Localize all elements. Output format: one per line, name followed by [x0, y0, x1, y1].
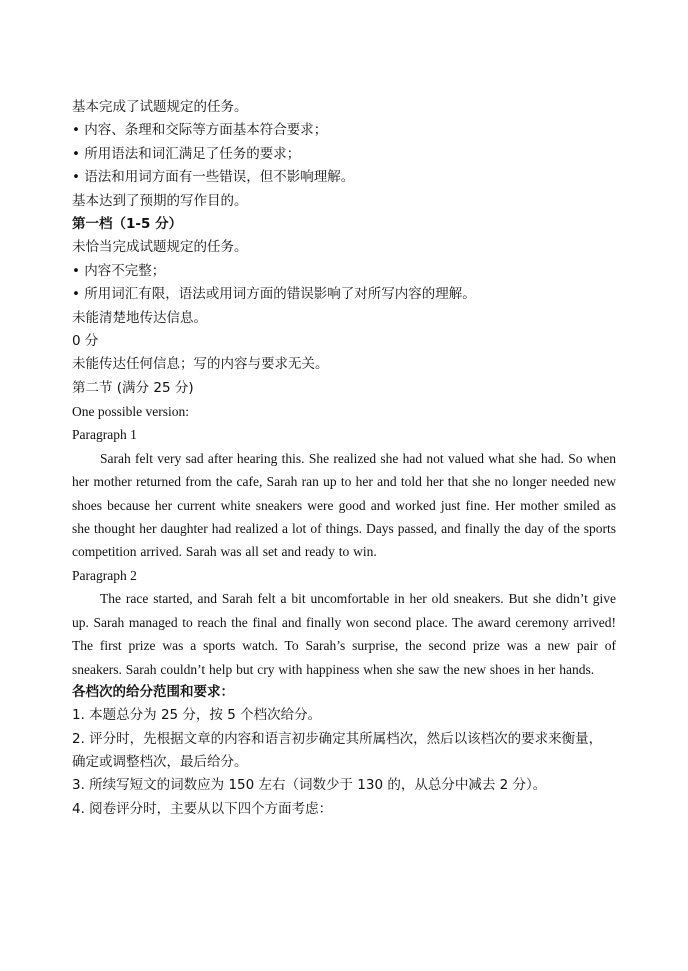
zero-score-label: 0 分 — [72, 332, 99, 349]
criteria-bullet: • 所用语法和词汇满足了任务的要求； — [72, 145, 301, 162]
paragraph-2-text: The race started, and Sarah felt a bit uncomfortable in her old sneakers. But she didn’t give up. Sarah managed to reach the final and finally won second place. The award ceremony arrived! The first prize was a sports watch. To Sarah’s surprise, the second prize was a new pair of sneakers. Sarah couldn’t help but cry with happiness when she saw the new shoes in her hands. — [72, 591, 616, 677]
paragraph-2-label: Paragraph 2 — [72, 567, 137, 583]
scoring-heading: 各档次的给分范围和要求： — [72, 683, 234, 700]
criteria-bullet: • 所用词汇有限，语法或用词方面的错误影响了对所写内容的理解。 — [72, 286, 476, 303]
document-page — [72, 96, 616, 821]
scoring-item: 1. 本题总分为 25 分，按 5 个档次给分。 — [72, 707, 322, 724]
paragraph-1-label: Paragraph 1 — [72, 427, 137, 443]
section-heading: 第二节 (满分 25 分) — [72, 379, 194, 396]
paragraph-1-text: Sarah felt very sad after hearing this. She realized she had not valued what she had. So when her mother returned from the cafe, Sarah ran up to her and told her that she no longer needed new shoes because her current white sneakers were good and worked just fine. Her mother smiled as she thought her daughter had realized a lot of things. Days passed, and finally the day of the sports competition arrived. Sarah was all set and ready to win. — [72, 450, 616, 560]
criteria-line: 未恰当完成试题规定的任务。 — [72, 239, 248, 256]
criteria-bullet: • 内容不完整； — [72, 262, 166, 279]
version-label: One possible version: — [72, 404, 189, 420]
criteria-line: 未能清楚地传达信息。 — [72, 309, 207, 326]
criteria-bullet: • 内容、条理和交际等方面基本符合要求； — [72, 122, 328, 139]
criteria-line: 基本完成了试题规定的任务。 — [72, 99, 248, 115]
scoring-item: 2. 评分时，先根据文章的内容和语言初步确定其所属档次，然后以该档次的要求来衡量， — [72, 730, 603, 747]
criteria-line: 基本达到了预期的写作目的。 — [72, 192, 248, 209]
scoring-item: 3. 所续写短文的词数应为 150 左右（词数少于 130 的，从总分中减去 2 分）。 — [72, 777, 547, 794]
criteria-bullet: • 语法和用词方面有一些错误，但不影响理解。 — [72, 169, 355, 186]
scoring-item: 确定或调整档次，最后给分。 — [72, 754, 248, 771]
grade-heading: 第一档（1-5 分） — [72, 215, 183, 232]
criteria-line: 未能传达任何信息；写的内容与要求无关。 — [72, 356, 329, 373]
scoring-item: 4. 阅卷评分时，主要从以下四个方面考虑： — [72, 800, 333, 817]
